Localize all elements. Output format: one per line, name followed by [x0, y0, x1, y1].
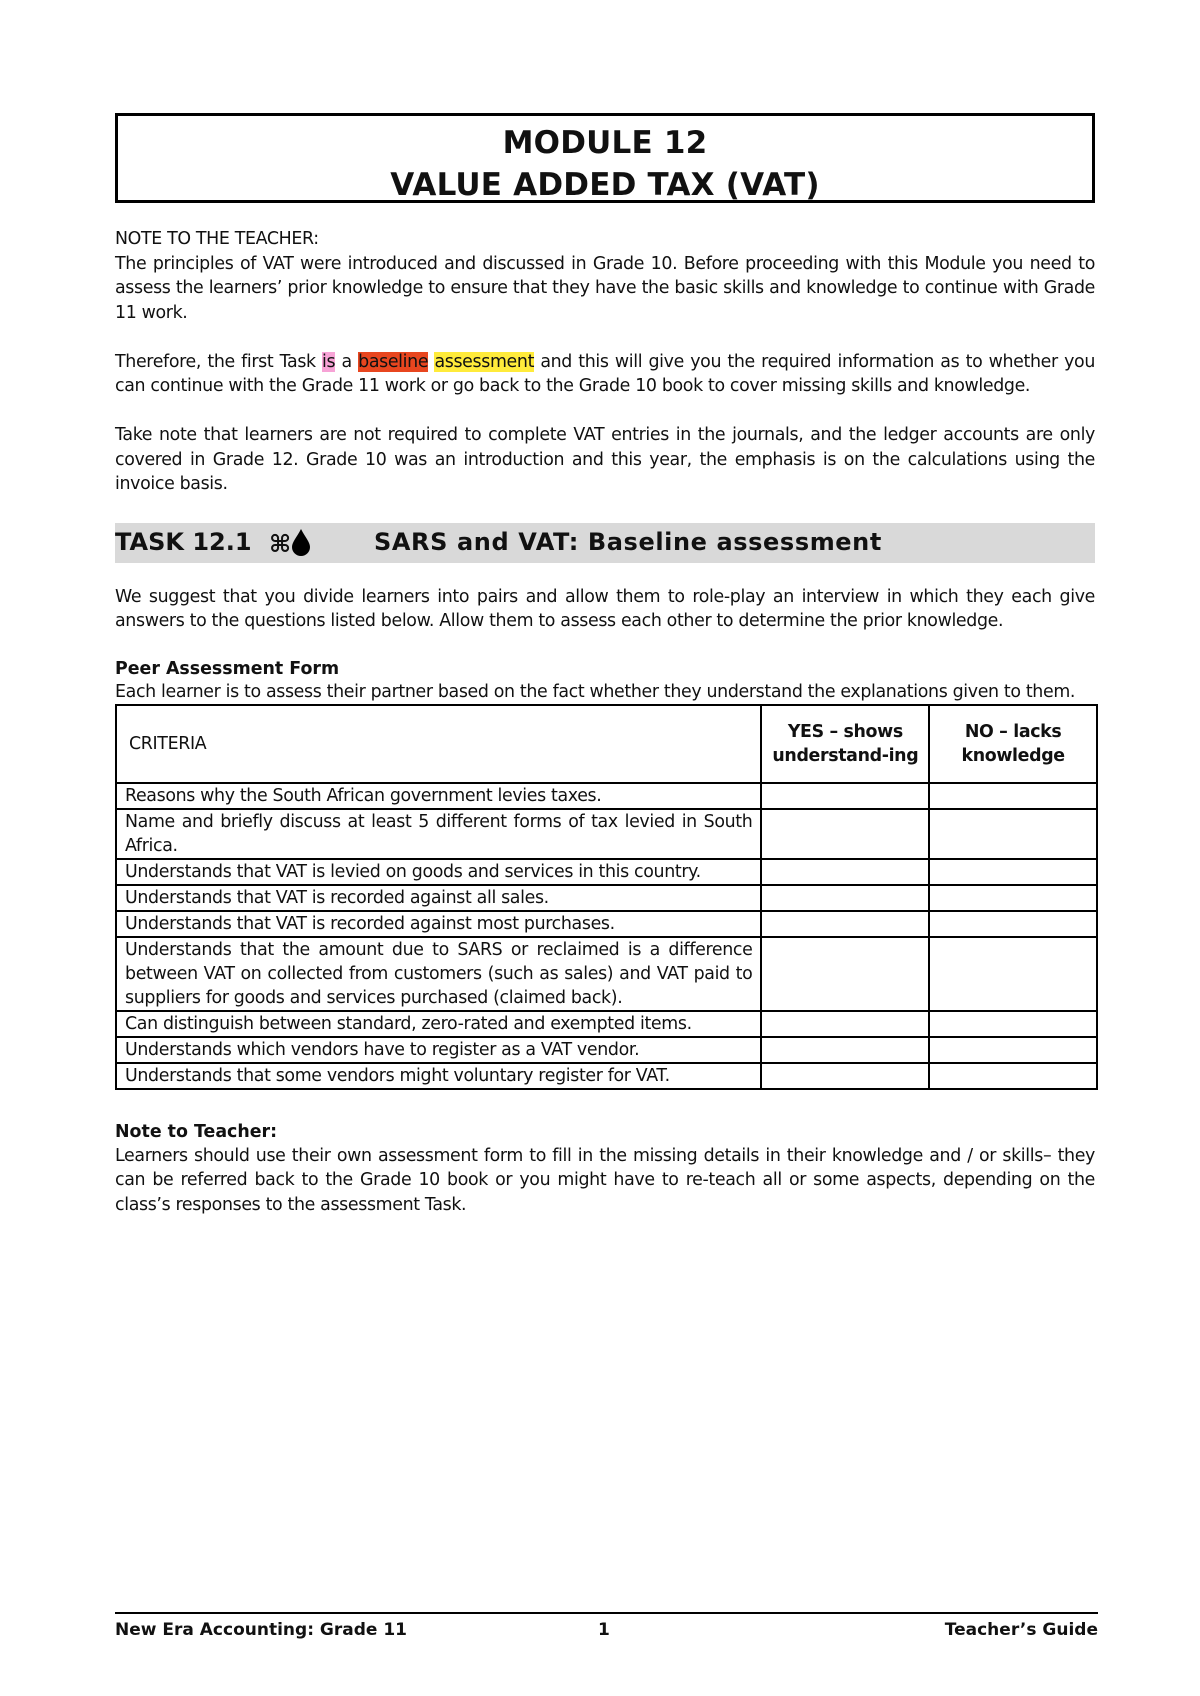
task-number: TASK 12.1: [115, 527, 252, 556]
module-title-box: [115, 113, 1095, 203]
table-row: [116, 809, 1097, 859]
task-title: SARS and VAT: Baseline assessment: [374, 527, 882, 556]
footer-book-title: New Era Accounting: Grade 11: [115, 1620, 407, 1640]
command-icon: ⌘: [269, 529, 292, 558]
module-title: VALUE ADDED TAX (VAT): [390, 167, 820, 203]
yes-cell[interactable]: [761, 783, 929, 809]
header-criteria: CRITERIA: [116, 705, 761, 783]
header-yes: YES – shows understand-ing: [761, 705, 929, 783]
highlight-baseline: baseline: [358, 351, 429, 372]
criteria-cell: Can distinguish between standard, zero-rated and exempted items.: [116, 1011, 761, 1037]
para2-end: and this will give you the required information as to whether you can continue with the Grade 11 work or go back to the Grade 10 book to cover missing skills and knowledge.: [115, 351, 1096, 396]
no-cell[interactable]: [929, 1011, 1097, 1037]
yes-cell[interactable]: [761, 1011, 929, 1037]
yes-cell[interactable]: [761, 937, 929, 1011]
table-row: [116, 885, 1097, 911]
no-cell[interactable]: [929, 1063, 1097, 1089]
yes-cell[interactable]: [761, 859, 929, 885]
table-row: [116, 1011, 1097, 1037]
table-row: [116, 937, 1097, 1011]
criteria-cell: Understands that VAT is recorded against all sales.: [116, 885, 761, 911]
no-cell[interactable]: [929, 937, 1097, 1011]
table-row: [116, 1063, 1097, 1089]
criteria-cell: Name and briefly discuss at least 5 different forms of tax levied in South Africa.: [116, 809, 761, 859]
note-to-teacher-heading: NOTE TO THE TEACHER:: [115, 229, 319, 249]
header-no: NO – lacks knowledge: [929, 705, 1097, 783]
module-number: MODULE 12: [502, 125, 708, 161]
criteria-cell: Understands that VAT is levied on goods and services in this country.: [116, 859, 761, 885]
yes-cell[interactable]: [761, 1037, 929, 1063]
task-icons: [269, 528, 311, 558]
para2-a: a: [335, 351, 359, 372]
footer-page-number: 1: [598, 1620, 610, 1640]
highlight-assessment: assessment: [434, 351, 535, 372]
table-header-row: [116, 705, 1097, 783]
criteria-cell: Understands which vendors have to register as a VAT vendor.: [116, 1037, 761, 1063]
table-row: [116, 859, 1097, 885]
para2-start: Therefore, the first Task: [115, 351, 323, 372]
table-row: [116, 1037, 1097, 1063]
footer-guide-label: Teacher’s Guide: [944, 1620, 1098, 1640]
droplet-icon: [291, 528, 311, 556]
no-cell[interactable]: [929, 911, 1097, 937]
criteria-cell: Understands that some vendors might voluntary register for VAT.: [116, 1063, 761, 1089]
no-cell[interactable]: [929, 783, 1097, 809]
no-cell[interactable]: [929, 809, 1097, 859]
page-footer: [115, 1612, 1098, 1644]
teacher-note-text: Learners should use their own assessment form to fill in the missing details in their knowledge and / or skills– they can be referred back to the Grade 10 book or you might have to re-teach all or some aspects, depending on the class’s responses to the assessment Task.: [115, 1145, 1095, 1215]
peer-assessment-table: [115, 704, 1098, 1090]
yes-cell[interactable]: [761, 885, 929, 911]
table-row: [116, 783, 1097, 809]
teacher-note-heading: Note to Teacher:: [115, 1121, 278, 1142]
page-content: [115, 113, 1095, 1217]
peer-form-description: Each learner is to assess their partner based on the fact whether they understand the explanations given to them.: [115, 681, 1076, 702]
task-heading-bar: [115, 523, 1095, 563]
note-paragraph-3: Take note that learners are not required to complete VAT entries in the journals, and the ledger accounts are only covered in Grade 12. Grade 10 was an introduction and this year, the emphasis is on the calculations using the invoice basis.: [115, 425, 1095, 494]
no-cell[interactable]: [929, 885, 1097, 911]
criteria-cell: Understands that VAT is recorded against most purchases.: [116, 911, 761, 937]
highlight-is: is: [322, 351, 336, 372]
criteria-cell: Understands that the amount due to SARS or reclaimed is a difference between VAT on collected from customers (such as sales) and VAT paid to suppliers for goods and services purchased (claimed back).: [116, 937, 761, 1011]
task-intro: We suggest that you divide learners into pairs and allow them to role-play an interview in which they each give answers to the questions listed below. Allow them to assess each other to determine the prior knowledge.: [115, 586, 1095, 631]
criteria-rows: [116, 783, 1097, 1089]
criteria-cell: Reasons why the South African government levies taxes.: [116, 783, 761, 809]
table-row: [116, 911, 1097, 937]
peer-form-heading: Peer Assessment Form: [115, 658, 340, 679]
note-paragraph-1: The principles of VAT were introduced and discussed in Grade 10. Before proceeding with this Module you need to assess the learners’ prior knowledge to ensure that they have the basic skills and knowledge to continue with Grade 11 work.: [115, 253, 1095, 323]
note-paragraph-2: [115, 350, 1095, 399]
yes-cell[interactable]: [761, 809, 929, 859]
yes-cell[interactable]: [761, 1063, 929, 1089]
yes-cell[interactable]: [761, 911, 929, 937]
no-cell[interactable]: [929, 859, 1097, 885]
no-cell[interactable]: [929, 1037, 1097, 1063]
